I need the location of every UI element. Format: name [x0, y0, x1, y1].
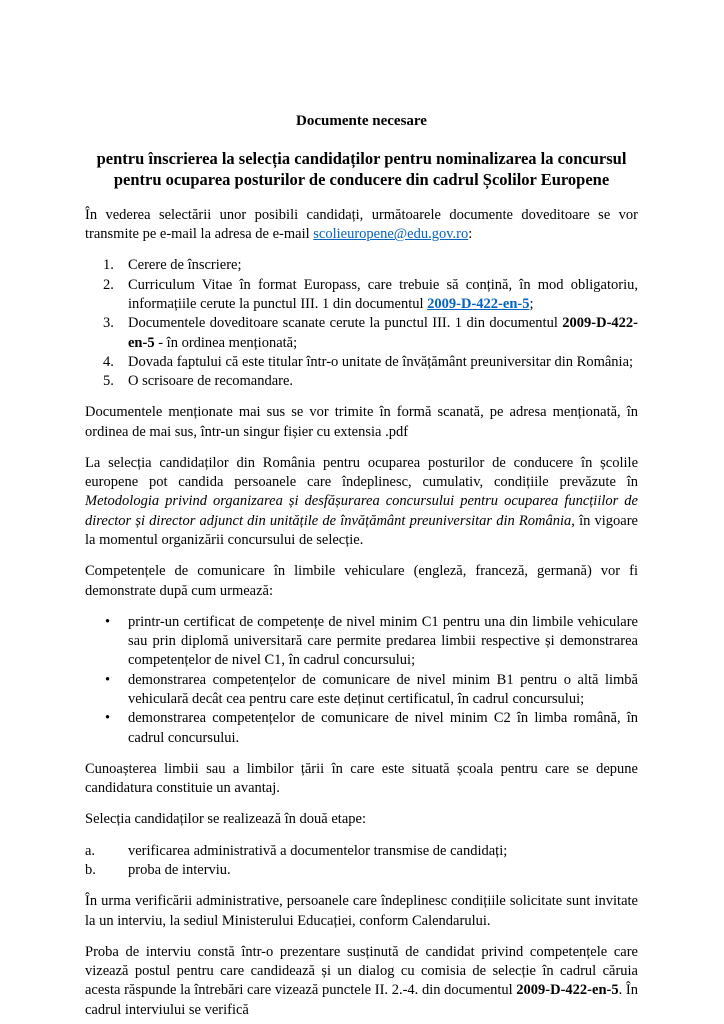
- list-item-3: [85, 314, 638, 353]
- interview-paragraph: [85, 943, 638, 1020]
- intro-paragraph: [85, 206, 638, 245]
- page-subtitle: pentru înscrierea la selecția candidaților pentru nominalizarea la concursul pentru ocuparea posturilor de conducere din cadrul Școlilor Europene: [96, 148, 627, 190]
- list-item-1-text: Cerere de înscriere;: [128, 257, 242, 274]
- list-item-2: [85, 276, 638, 315]
- competence-item-2-text: demonstrarea competențelor de comunicare de nivel minim B1 pentru o altă limbă vehiculară decât cea pentru care este deținut certificatul, în cadrul concursului;: [128, 671, 638, 707]
- list-item-3-number: 3.: [103, 315, 114, 332]
- email-link[interactable]: scolieuropene@edu.gov.ro: [313, 226, 469, 243]
- competences-bullet-list: [85, 613, 638, 748]
- stage-a-label: a.: [85, 842, 96, 859]
- list-item-3-post: - în ordinea menționată;: [154, 334, 298, 351]
- list-item-1-number: 1.: [103, 257, 114, 274]
- stage-row-b: [85, 861, 638, 880]
- bullet-icon: •: [105, 613, 111, 630]
- list-item-2-number: 2.: [103, 276, 114, 293]
- list-item-1: [85, 256, 638, 275]
- stage-b-text: proba de interviu.: [128, 861, 231, 878]
- sending-note-paragraph: Documentele menționate mai sus se vor trimite în formă scanată, pe adresa menționată, în ordinea de mai sus, într-un singur fișier cu extensia .pdf: [85, 404, 638, 440]
- bullet-icon: •: [105, 710, 111, 727]
- competence-item-3-text: demonstrarea competențelor de comunicare de nivel minim C2 în limba română, în cadrul concursului.: [128, 710, 638, 746]
- stage-a-text: verificarea administrativă a documentelor transmise de candidați;: [128, 842, 508, 859]
- selection-conditions-post: , în vigoare la momentul organizării concursului de selecție.: [85, 512, 638, 549]
- list-item-5-text: O scrisoare de recomandare.: [128, 373, 294, 390]
- stage-row-a: [85, 842, 638, 861]
- list-item-5: [85, 372, 638, 391]
- competence-item-3: [85, 709, 638, 748]
- bullet-icon: •: [105, 671, 111, 688]
- document-reference-bold-2: 2009-D-422-en-5: [516, 982, 619, 999]
- document-reference-bold: 2009-D-422-en-5: [128, 315, 638, 351]
- stages-intro-paragraph: Selecția candidaților se realizează în două etape:: [85, 811, 366, 828]
- competence-item-1-text: printr-un certificat de competențe de nivel minim C1 pentru una din limbile vehiculare sau prin diplomă universitară care permite predarea limbii respective și demonstrarea competențelor de nivel C1, în cadrul concursului;: [128, 613, 638, 669]
- list-item-5-number: 5.: [103, 373, 114, 390]
- list-item-2-post: ;: [529, 295, 534, 312]
- document-reference-link[interactable]: 2009-D-422-en-5: [427, 295, 530, 312]
- competence-item-1: [85, 613, 638, 671]
- selection-conditions-pre: La selecția candidaților din România pentru ocuparea posturilor de conducere în școlile europene pot candida persoanele care îndeplinesc, cumulativ, condițiile prevăzute în: [85, 454, 638, 491]
- intro-colon: :: [468, 226, 473, 243]
- competence-item-2: [85, 671, 638, 710]
- selection-conditions-paragraph: [85, 454, 638, 550]
- page-title: Documente necesare: [296, 113, 427, 129]
- interview-post: . În cadrul interviului se verifică: [85, 982, 638, 1018]
- intro-text: În vederea selectării unor posibili candidați, următoarele documente doveditoare se vor transmite pe e-mail la adresa de e-mail: [85, 206, 638, 243]
- interview-pre: Proba de interviu constă într-o prezentare susținută de candidat privind competențele care vizează postul pentru care candidează și un dialog cu comisia de selecție în cadrul căruia acesta răspunde la întrebări care vizează punctele II. 2.-4. din documentul: [85, 943, 638, 999]
- list-item-4: [85, 353, 638, 372]
- admin-check-paragraph: În urma verificării administrative, persoanele care îndeplinesc condițiile solicitate sunt invitate la un interviu, la sediul Ministerului Educației, conform Calendarului.: [85, 893, 638, 929]
- list-item-4-number: 4.: [103, 353, 114, 370]
- stages-list: [85, 842, 638, 881]
- methodology-title-italic: Metodologia privind organizarea și desfășurarea concursului pentru ocuparea funcțiilor de director și director adjunct din unitățile de învățământ preuniversitar din România: [85, 493, 638, 529]
- list-item-4-text: Dovada faptului că este titular într-o unitate de învățământ preuniversitar din România;: [128, 353, 634, 370]
- list-item-2-text: Curriculum Vitae în format Europass, care trebuie să conțină, în mod obligatoriu, informațiile cerute la punctul III. 1 din documentul: [128, 276, 638, 312]
- required-documents-list: [85, 256, 638, 391]
- list-item-3-text: Documentele doveditoare scanate cerute la punctul III. 1 din documentul: [128, 315, 563, 332]
- stage-b-label: b.: [85, 861, 96, 878]
- competences-intro-paragraph: Competențele de comunicare în limbile vehiculare (engleză, franceză, germană) vor fi demonstrate după cum urmează:: [85, 563, 638, 599]
- country-language-paragraph: Cunoașterea limbii sau a limbilor țării în care este situată școala pentru care se depune candidatura constituie un avantaj.: [85, 760, 638, 797]
